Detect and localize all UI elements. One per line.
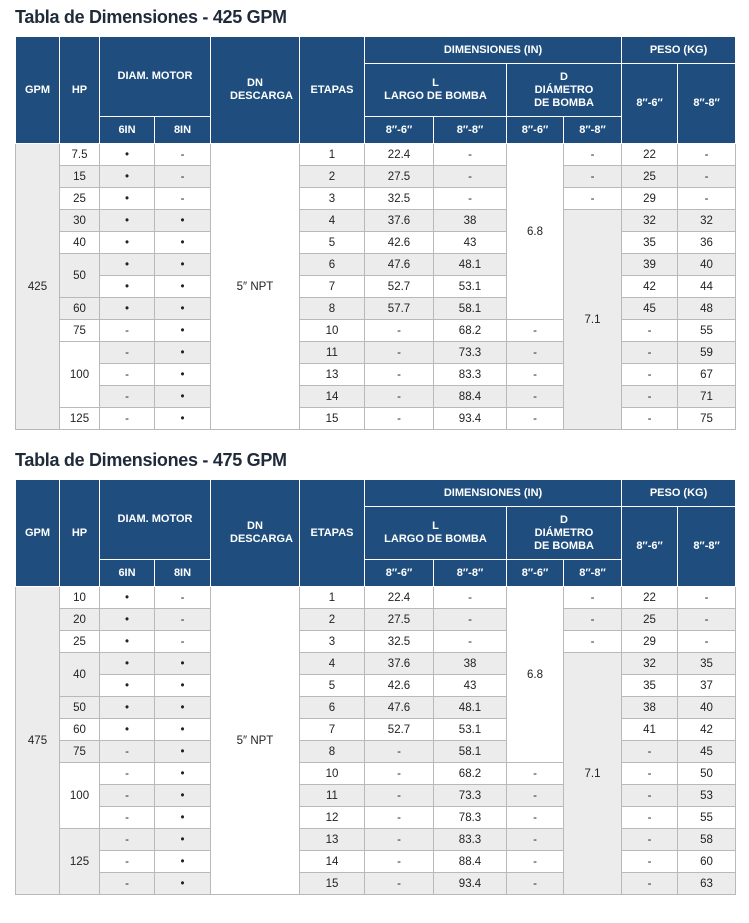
header-largo-bomba: L LARGO DE BOMBA [365,64,507,117]
header-largo-86: 8″-6″ [365,560,434,587]
diametro-86-merged-cell: 6.8 [507,587,564,763]
peso-86-cell: 25 [622,166,678,188]
header-peso: PESO (KG) [622,480,736,507]
diametro-88-merged-cell: 7.1 [564,653,622,895]
diametro-88-cell: - [564,144,622,166]
hp-cell: 75 [60,741,100,763]
largo-86-cell: - [365,342,434,364]
peso-86-cell: 32 [622,210,678,232]
hp-cell: 125 [60,408,100,430]
etapas-cell: 8 [300,741,365,763]
largo-86-cell: - [365,408,434,430]
peso-86-cell: 25 [622,609,678,631]
header-largo-88: 8″-8″ [434,560,507,587]
etapas-cell: 11 [300,342,365,364]
peso-86-cell: - [622,829,678,851]
hp-cell: 50 [60,697,100,719]
largo-88-cell: 48.1 [434,697,507,719]
peso-86-cell: - [622,386,678,408]
motor-6in-cell: • [100,697,155,719]
header-motor-6in: 6IN [100,560,155,587]
motor-8in-cell: • [155,807,211,829]
etapas-cell: 15 [300,408,365,430]
motor-6in-cell: • [100,631,155,653]
etapas-cell: 14 [300,851,365,873]
diametro-88-cell: - [564,188,622,210]
motor-8in-cell: • [155,719,211,741]
etapas-cell: 10 [300,320,365,342]
largo-86-cell: 47.6 [365,697,434,719]
header-peso-88: 8″-8″ [678,64,736,144]
header-etapas: ETAPAS [300,37,365,144]
motor-6in-cell: • [100,653,155,675]
hp-cell: 7.5 [60,144,100,166]
peso-88-cell: - [678,166,736,188]
largo-88-cell: - [434,188,507,210]
motor-8in-cell: - [155,144,211,166]
header-peso: PESO (KG) [622,37,736,64]
largo-86-cell: 27.5 [365,609,434,631]
etapas-cell: 1 [300,144,365,166]
motor-6in-cell: - [100,763,155,785]
diametro-86-cell: - [507,364,564,386]
largo-88-cell: 38 [434,210,507,232]
largo-86-cell: - [365,386,434,408]
peso-88-cell: 40 [678,697,736,719]
etapas-cell: 11 [300,785,365,807]
motor-6in-cell: - [100,741,155,763]
motor-6in-cell: - [100,408,155,430]
largo-88-cell: - [434,587,507,609]
peso-88-cell: - [678,188,736,210]
peso-86-cell: 29 [622,631,678,653]
motor-8in-cell: • [155,342,211,364]
largo-88-cell: 53.1 [434,276,507,298]
table-row [16,587,736,609]
etapas-cell: 6 [300,697,365,719]
largo-86-cell: - [365,741,434,763]
diametro-88-merged-cell: 7.1 [564,210,622,430]
motor-6in-cell: - [100,320,155,342]
diametro-86-cell: - [507,785,564,807]
peso-88-cell: 67 [678,364,736,386]
diametro-86-cell: - [507,408,564,430]
largo-86-cell: 47.6 [365,254,434,276]
header-dimensiones: DIMENSIONES (IN) [365,37,622,64]
table-row [16,188,736,210]
peso-86-cell: 38 [622,697,678,719]
motor-6in-cell: - [100,851,155,873]
motor-6in-cell: • [100,298,155,320]
largo-88-cell: 78.3 [434,807,507,829]
motor-6in-cell: • [100,719,155,741]
peso-86-cell: 22 [622,587,678,609]
table-row [16,210,736,232]
peso-86-cell: - [622,763,678,785]
motor-8in-cell: - [155,188,211,210]
header-largo-88: 8″-8″ [434,117,507,144]
largo-88-cell: - [434,144,507,166]
table-row [16,829,736,851]
header-hp: HP [60,480,100,587]
table-row [16,232,736,254]
table-row [16,675,736,697]
peso-86-cell: 22 [622,144,678,166]
peso-86-cell: - [622,785,678,807]
largo-88-cell: 93.4 [434,873,507,895]
motor-8in-cell: • [155,320,211,342]
motor-8in-cell: • [155,697,211,719]
peso-86-cell: - [622,741,678,763]
gpm-cell: 425 [16,144,60,430]
peso-86-cell: - [622,320,678,342]
motor-6in-cell: • [100,276,155,298]
etapas-cell: 5 [300,232,365,254]
motor-8in-cell: • [155,785,211,807]
hp-cell: 60 [60,298,100,320]
largo-86-cell: 42.6 [365,675,434,697]
peso-86-cell: - [622,408,678,430]
table-row [16,364,736,386]
diametro-86-cell: - [507,807,564,829]
table-title-425: Tabla de Dimensiones - 425 GPM [15,7,287,27]
table-row [16,342,736,364]
largo-88-cell: 68.2 [434,763,507,785]
peso-88-cell: 58 [678,829,736,851]
peso-88-cell: 75 [678,408,736,430]
motor-8in-cell: • [155,873,211,895]
largo-86-cell: - [365,785,434,807]
largo-88-cell: 53.1 [434,719,507,741]
peso-88-cell: 44 [678,276,736,298]
hp-cell: 25 [60,188,100,210]
peso-88-cell: 35 [678,653,736,675]
table-row [16,276,736,298]
table-row [16,807,736,829]
diametro-86-cell: - [507,320,564,342]
diametro-88-cell: - [564,166,622,188]
header-motor-6in: 6IN [100,117,155,144]
table-row [16,697,736,719]
motor-8in-cell: • [155,386,211,408]
etapas-cell: 3 [300,631,365,653]
largo-86-cell: - [365,807,434,829]
dimension-table-425 [15,36,736,430]
table-row [16,785,736,807]
etapas-cell: 14 [300,386,365,408]
table-row [16,653,736,675]
hp-cell: 25 [60,631,100,653]
etapas-cell: 6 [300,254,365,276]
etapas-cell: 12 [300,807,365,829]
largo-86-cell: - [365,829,434,851]
motor-6in-cell: • [100,166,155,188]
etapas-cell: 2 [300,166,365,188]
peso-88-cell: 40 [678,254,736,276]
largo-88-cell: 73.3 [434,785,507,807]
largo-86-cell: 37.6 [365,653,434,675]
etapas-cell: 7 [300,276,365,298]
peso-88-cell: 50 [678,763,736,785]
motor-6in-cell: • [100,188,155,210]
peso-86-cell: - [622,342,678,364]
table-row [16,144,736,166]
motor-6in-cell: • [100,210,155,232]
table-row [16,386,736,408]
largo-86-cell: - [365,873,434,895]
hp-cell: 100 [60,342,100,408]
motor-6in-cell: - [100,807,155,829]
largo-86-cell: 32.5 [365,631,434,653]
peso-86-cell: 35 [622,675,678,697]
motor-8in-cell: - [155,587,211,609]
diametro-86-cell: - [507,851,564,873]
largo-88-cell: 58.1 [434,298,507,320]
hp-cell: 15 [60,166,100,188]
motor-6in-cell: • [100,587,155,609]
header-diametro-bomba: D DIÁMETRO DE BOMBA [507,507,622,560]
largo-86-cell: 37.6 [365,210,434,232]
peso-88-cell: 42 [678,719,736,741]
motor-6in-cell: - [100,364,155,386]
motor-8in-cell: • [155,741,211,763]
largo-88-cell: 93.4 [434,408,507,430]
motor-6in-cell: - [100,873,155,895]
header-diametro-bomba: D DIÁMETRO DE BOMBA [507,64,622,117]
largo-88-cell: 88.4 [434,851,507,873]
peso-86-cell: - [622,873,678,895]
hp-cell: 60 [60,719,100,741]
peso-88-cell: 60 [678,851,736,873]
peso-88-cell: 36 [678,232,736,254]
etapas-cell: 7 [300,719,365,741]
table-row [16,851,736,873]
peso-88-cell: - [678,144,736,166]
motor-8in-cell: • [155,763,211,785]
hp-cell: 30 [60,210,100,232]
largo-86-cell: 42.6 [365,232,434,254]
motor-8in-cell: • [155,232,211,254]
header-dn-descarga: DN DESCARGA [211,37,300,144]
gpm-cell: 475 [16,587,60,895]
etapas-cell: 4 [300,210,365,232]
motor-8in-cell: • [155,276,211,298]
peso-88-cell: 45 [678,741,736,763]
header-diam-88: 8″-8″ [564,560,622,587]
hp-cell: 50 [60,254,100,298]
largo-88-cell: - [434,631,507,653]
table-row [16,873,736,895]
motor-6in-cell: - [100,342,155,364]
peso-88-cell: 32 [678,210,736,232]
motor-6in-cell: - [100,386,155,408]
header-diam-motor: DIAM. MOTOR [100,480,211,560]
largo-86-cell: 52.7 [365,276,434,298]
header-diam-86: 8″-6″ [507,560,564,587]
largo-88-cell: 58.1 [434,741,507,763]
diametro-88-cell: - [564,631,622,653]
peso-88-cell: - [678,587,736,609]
largo-88-cell: 38 [434,653,507,675]
header-dn-descarga: DN DESCARGA [211,480,300,587]
largo-86-cell: - [365,763,434,785]
table-row [16,719,736,741]
dn-descarga-cell: 5″ NPT [211,587,300,895]
motor-6in-cell: • [100,675,155,697]
diametro-86-cell: - [507,829,564,851]
table-row [16,631,736,653]
header-motor-8in: 8IN [155,560,211,587]
largo-86-cell: 27.5 [365,166,434,188]
etapas-cell: 13 [300,829,365,851]
table-title-475: Tabla de Dimensiones - 475 GPM [15,450,287,470]
peso-86-cell: - [622,851,678,873]
largo-88-cell: - [434,609,507,631]
etapas-cell: 2 [300,609,365,631]
hp-cell: 20 [60,609,100,631]
largo-88-cell: 43 [434,232,507,254]
diametro-86-cell: - [507,342,564,364]
motor-6in-cell: - [100,829,155,851]
etapas-cell: 3 [300,188,365,210]
diametro-86-merged-cell: 6.8 [507,144,564,320]
largo-88-cell: - [434,166,507,188]
peso-88-cell: 63 [678,873,736,895]
diametro-86-cell: - [507,386,564,408]
largo-86-cell: - [365,320,434,342]
header-largo-86: 8″-6″ [365,117,434,144]
table-row [16,763,736,785]
table-row [16,741,736,763]
largo-88-cell: 83.3 [434,829,507,851]
diametro-86-cell: - [507,873,564,895]
largo-88-cell: 68.2 [434,320,507,342]
diametro-88-cell: - [564,609,622,631]
header-hp: HP [60,37,100,144]
peso-88-cell: - [678,631,736,653]
header-gpm: GPM [16,480,60,587]
peso-88-cell: 53 [678,785,736,807]
header-peso-86: 8″-6″ [622,507,678,587]
peso-86-cell: 41 [622,719,678,741]
header-gpm: GPM [16,37,60,144]
hp-cell: 10 [60,587,100,609]
header-diam-86: 8″-6″ [507,117,564,144]
etapas-cell: 13 [300,364,365,386]
motor-8in-cell: - [155,166,211,188]
motor-8in-cell: - [155,631,211,653]
motor-8in-cell: • [155,298,211,320]
peso-86-cell: 35 [622,232,678,254]
peso-86-cell: 42 [622,276,678,298]
peso-88-cell: 71 [678,386,736,408]
etapas-cell: 4 [300,653,365,675]
largo-88-cell: 73.3 [434,342,507,364]
motor-8in-cell: • [155,851,211,873]
motor-8in-cell: • [155,254,211,276]
header-peso-88: 8″-8″ [678,507,736,587]
largo-86-cell: 57.7 [365,298,434,320]
motor-6in-cell: • [100,144,155,166]
motor-8in-cell: • [155,210,211,232]
largo-86-cell: - [365,364,434,386]
largo-86-cell: 22.4 [365,587,434,609]
hp-cell: 40 [60,232,100,254]
peso-88-cell: 55 [678,807,736,829]
motor-6in-cell: • [100,254,155,276]
table-row [16,320,736,342]
peso-86-cell: 39 [622,254,678,276]
header-diam-motor: DIAM. MOTOR [100,37,211,117]
table-row [16,408,736,430]
motor-8in-cell: • [155,829,211,851]
largo-88-cell: 43 [434,675,507,697]
header-diam-88: 8″-8″ [564,117,622,144]
largo-88-cell: 48.1 [434,254,507,276]
largo-86-cell: 52.7 [365,719,434,741]
motor-8in-cell: • [155,675,211,697]
hp-cell: 75 [60,320,100,342]
motor-8in-cell: - [155,609,211,631]
etapas-cell: 15 [300,873,365,895]
peso-86-cell: - [622,364,678,386]
peso-88-cell: - [678,609,736,631]
largo-86-cell: 32.5 [365,188,434,210]
peso-88-cell: 37 [678,675,736,697]
largo-88-cell: 88.4 [434,386,507,408]
etapas-cell: 1 [300,587,365,609]
peso-88-cell: 48 [678,298,736,320]
peso-86-cell: 29 [622,188,678,210]
motor-8in-cell: • [155,653,211,675]
motor-6in-cell: - [100,785,155,807]
motor-6in-cell: • [100,232,155,254]
largo-86-cell: 22.4 [365,144,434,166]
hp-cell: 125 [60,829,100,895]
largo-88-cell: 83.3 [434,364,507,386]
header-motor-8in: 8IN [155,117,211,144]
diametro-86-cell: - [507,763,564,785]
table-row [16,298,736,320]
motor-8in-cell: • [155,364,211,386]
peso-86-cell: - [622,807,678,829]
table-row [16,166,736,188]
peso-88-cell: 55 [678,320,736,342]
peso-88-cell: 59 [678,342,736,364]
header-dimensiones: DIMENSIONES (IN) [365,480,622,507]
motor-6in-cell: • [100,609,155,631]
largo-86-cell: - [365,851,434,873]
table-row [16,609,736,631]
diametro-88-cell: - [564,587,622,609]
dimension-table-475 [15,479,736,895]
peso-86-cell: 45 [622,298,678,320]
header-etapas: ETAPAS [300,480,365,587]
table-row [16,254,736,276]
header-largo-bomba: L LARGO DE BOMBA [365,507,507,560]
dn-descarga-cell: 5″ NPT [211,144,300,430]
hp-cell: 100 [60,763,100,829]
header-peso-86: 8″-6″ [622,64,678,144]
hp-cell: 40 [60,653,100,697]
peso-86-cell: 32 [622,653,678,675]
etapas-cell: 8 [300,298,365,320]
etapas-cell: 5 [300,675,365,697]
etapas-cell: 10 [300,763,365,785]
motor-8in-cell: • [155,408,211,430]
